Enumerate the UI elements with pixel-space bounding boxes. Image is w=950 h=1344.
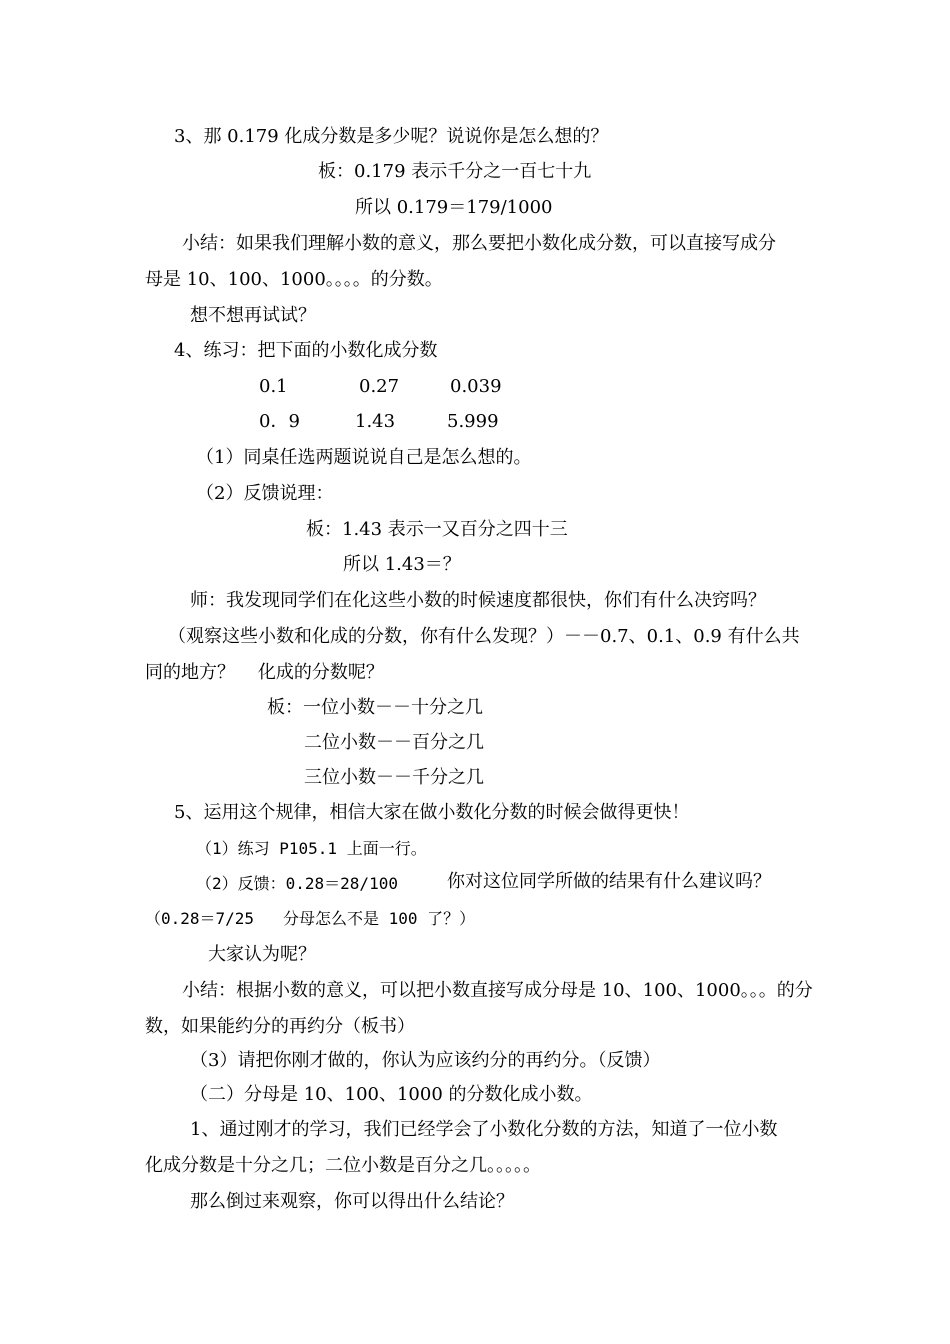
try-again-prompt: 想不想再试试？ [190,305,316,326]
exercise-item: 0.27 [359,376,400,397]
part-2-para-line-1: 1、通过刚才的学习，我们已经学会了小数化分数的方法，知道了一位小数 [190,1119,778,1140]
teacher-question: 师：我发现同学们在化这些小数的时候速度都很快，你们有什么决窍吗？ [190,590,766,611]
class-question: 大家认为呢？ [208,944,316,965]
rule-hundredths: 二位小数－－百分之几 [304,732,484,753]
step-1: （1）同桌任选两题说说自己是怎么想的。 [196,447,532,468]
section-5-heading: 5、运用这个规律，相信大家在做小数化分数的时候会做得更快！ [174,802,690,823]
exercise-item: 0．9 [259,411,300,432]
simplified-answer: （0.28＝7/25 分母怎么不是 100 了？） [145,909,476,928]
feedback-line: （2）反馈：0.28＝28/100 [196,874,398,893]
practice-step-1: （1）练习 P105.1 上面一行。 [196,839,427,858]
exercise-item: 5.999 [447,411,499,432]
step-2: （2）反馈说理： [196,483,334,504]
board-note-143: 板：1.43 表示一又百分之四十三 [306,519,568,540]
exercise-item: 0.039 [450,376,502,397]
rule-tenths: 板：一位小数－－十分之几 [267,697,483,718]
summary2-line-1: 小结：根据小数的意义，可以把小数直接写成分母是 10、100、1000。。。的分 [182,980,813,1001]
board-note-0179: 板：0.179 表示千分之一百七十九 [318,161,592,182]
exercise-item: 0.1 [259,376,288,397]
exercise-item: 1.43 [355,411,396,432]
part-2-heading: （二）分母是 10、100、1000 的分数化成小数。 [190,1084,593,1105]
closing-question: 那么倒过来观察，你可以得出什么结论？ [190,1191,514,1212]
summary-line-2: 母是 10、100、1000。。。。的分数。 [145,269,443,290]
suggestion-question: 你对这位同学所做的结果有什么建议吗？ [447,871,771,892]
summary-line-1: 小结：如果我们理解小数的意义，那么要把小数化成分数，可以直接写成分 [182,233,776,254]
step-3: （3）请把你刚才做的，你认为应该约分的再约分。（反馈） [190,1050,661,1071]
rule-thousandths: 三位小数－－千分之几 [304,767,484,788]
exercise-4-heading: 4、练习：把下面的小数化成分数 [174,340,438,361]
observation-line-1: （观察这些小数和化成的分数，你有什么发现？）－－0.7、0.1、0.9 有什么共 [168,626,800,647]
question-3: 3、那 0.179 化成分数是多少呢？说说你是怎么想的？ [174,126,609,147]
result-0179: 所以 0.179＝179/1000 [355,197,553,218]
observation-line-2: 同的地方？ 化成的分数呢？ [145,662,384,683]
part-2-para-line-2: 化成分数是十分之几；二位小数是百分之几。。。。。 [145,1155,541,1176]
summary2-line-2: 数，如果能约分的再约分（板书） [145,1016,415,1037]
result-143: 所以 1.43＝？ [343,554,461,575]
